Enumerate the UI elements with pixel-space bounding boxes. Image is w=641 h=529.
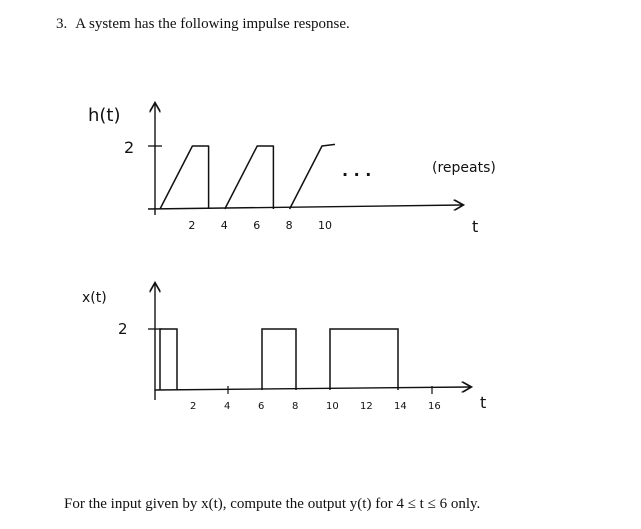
h-period-1 — [160, 146, 209, 209]
x-xtick-4: 4 — [224, 401, 231, 412]
h-period-2 — [225, 146, 274, 209]
h-xtick-6: 6 — [253, 219, 261, 232]
x-x-axis — [155, 387, 470, 390]
x-pulse-1 — [160, 329, 177, 390]
question-text: For the input given by x(t), compute the output y(t) for 4 ≤ t ≤ 6 only. — [64, 496, 481, 512]
h-xtick-2: 2 — [188, 219, 196, 232]
x-xtick-8: 8 — [292, 401, 299, 412]
x-ytick-label: 2 — [118, 320, 128, 338]
h-xtick-4: 4 — [220, 219, 228, 232]
impulse-response-plot — [88, 104, 496, 236]
h-xtick-10: 10 — [318, 219, 332, 232]
problem-number: 3. — [56, 16, 68, 32]
h-waveform — [160, 144, 335, 209]
h-xlabel: t — [472, 217, 479, 236]
h-period-3 — [290, 144, 335, 209]
x-xlabel: t — [480, 393, 487, 412]
h-ylabel: h(t) — [88, 105, 121, 126]
input-signal-plot — [82, 284, 486, 412]
problem-statement: A system has the following impulse response. — [75, 16, 350, 32]
h-xtick-labels — [188, 219, 332, 232]
x-xtick-2: 2 — [190, 401, 197, 412]
x-xtick-labels — [190, 401, 441, 412]
x-pulse-3 — [330, 329, 398, 390]
h-xtick-8: 8 — [285, 219, 293, 232]
x-waveform — [160, 329, 432, 394]
x-xtick-12: 12 — [360, 401, 373, 412]
x-xtick-14: 14 — [394, 401, 407, 412]
x-pulse-2 — [262, 329, 296, 390]
h-repeats-note: (repeats) — [432, 160, 496, 176]
h-x-axis — [148, 205, 462, 209]
x-xtick-10: 10 — [326, 401, 339, 412]
x-xtick-16: 16 — [428, 401, 441, 412]
x-ylabel: x(t) — [82, 290, 107, 306]
h-ellipsis: . . . — [342, 161, 372, 180]
h-ytick-label: 2 — [124, 138, 135, 157]
x-xtick-6: 6 — [258, 401, 265, 412]
